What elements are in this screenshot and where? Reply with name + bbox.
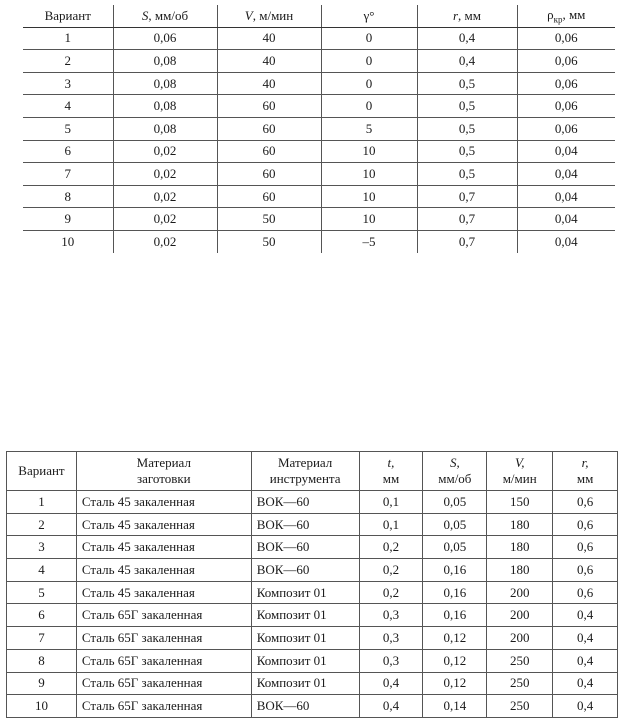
table-cell: 0,5 (417, 95, 517, 118)
table-cell: 0,1 (359, 491, 423, 514)
table-cell: 0 (321, 95, 417, 118)
table-cell: 4 (7, 559, 77, 582)
table-row (7, 559, 618, 582)
table-row (23, 95, 615, 118)
table-cell: 7 (23, 163, 113, 186)
table-cell: Сталь 45 закаленная (76, 559, 251, 582)
table-row (23, 208, 615, 231)
table-cell: 40 (217, 50, 321, 73)
table-cell: Сталь 65Г закаленная (76, 604, 251, 627)
table-cell: 250 (487, 695, 553, 718)
table-cell: 0,04 (517, 140, 615, 163)
table-cell: Сталь 65Г закаленная (76, 695, 251, 718)
table-cell: Композит 01 (251, 604, 359, 627)
table-cell: 0,08 (113, 72, 217, 95)
table-cell: 0,5 (417, 163, 517, 186)
table-cell: 0,2 (359, 536, 423, 559)
table-cell: 1 (23, 27, 113, 50)
table-cell: 1 (7, 491, 77, 514)
table-cell: 60 (217, 140, 321, 163)
table-cell: 10 (321, 208, 417, 231)
table-row (7, 649, 618, 672)
table-cell: 3 (7, 536, 77, 559)
table-cell: 0,4 (417, 27, 517, 50)
header-variant: Вариант (23, 5, 113, 27)
table-cell: 0,12 (423, 649, 487, 672)
header-variant: Вариант (7, 452, 77, 491)
table-cell: 0,06 (517, 117, 615, 140)
table-cell: 0,6 (553, 491, 618, 514)
table-cell: 0,05 (423, 513, 487, 536)
table-cell: 0 (321, 50, 417, 73)
table-cell: 0,08 (113, 95, 217, 118)
table-row (23, 50, 615, 73)
table-cell: 4 (23, 95, 113, 118)
table-cell: 0,08 (113, 50, 217, 73)
table-cell: 9 (7, 672, 77, 695)
table-cell: 0,7 (417, 208, 517, 231)
table-row (23, 72, 615, 95)
table-cell: Сталь 65Г закаленная (76, 627, 251, 650)
table-row (7, 581, 618, 604)
table-cell: 0,6 (553, 536, 618, 559)
header-rake-angle: γ° (321, 5, 417, 27)
header-speed: V, м/мин (487, 452, 553, 491)
header-blank-material: Материал заготовки (76, 452, 251, 491)
table-cell: Сталь 45 закаленная (76, 513, 251, 536)
table-cell: 50 (217, 208, 321, 231)
table-cell: 0,4 (553, 649, 618, 672)
table-cell: 250 (487, 649, 553, 672)
table-row (7, 491, 618, 514)
header-radius: r, мм (553, 452, 618, 491)
table-cell: 2 (7, 513, 77, 536)
table-cell: 200 (487, 627, 553, 650)
table-cell: 8 (7, 649, 77, 672)
table-cell: Композит 01 (251, 672, 359, 695)
table-cell: 60 (217, 163, 321, 186)
table-cell: 0,3 (359, 604, 423, 627)
table-cell: 0,2 (359, 559, 423, 582)
table-cell: ВОК—60 (251, 695, 359, 718)
table-cell: 60 (217, 95, 321, 118)
table-cell: 0,16 (423, 604, 487, 627)
table-cell: 0,06 (113, 27, 217, 50)
table-cell: Композит 01 (251, 581, 359, 604)
table-cell: 5 (23, 117, 113, 140)
table-cell: 0,6 (553, 559, 618, 582)
table-row (23, 27, 615, 50)
table-cell: 10 (321, 185, 417, 208)
table-row (23, 163, 615, 186)
table-cell: 0,02 (113, 208, 217, 231)
table-cell: 0,12 (423, 672, 487, 695)
table-cell: 10 (321, 140, 417, 163)
table-cell: 180 (487, 513, 553, 536)
table-cell: 40 (217, 27, 321, 50)
table-cell: 0,4 (553, 604, 618, 627)
table-cell: –5 (321, 230, 417, 252)
table-cell: 0,4 (553, 672, 618, 695)
table-cell: 0,4 (359, 695, 423, 718)
table-cell: 0,5 (417, 140, 517, 163)
cutting-modes-table-1 (23, 5, 615, 253)
table-cell: ВОК—60 (251, 513, 359, 536)
table-cell: 0,16 (423, 559, 487, 582)
table-cell: 0,4 (553, 695, 618, 718)
table-cell: 180 (487, 536, 553, 559)
table-cell: 8 (23, 185, 113, 208)
table-cell: 10 (7, 695, 77, 718)
table-header-row (23, 5, 615, 27)
table-cell: Композит 01 (251, 627, 359, 650)
table-cell: 180 (487, 559, 553, 582)
table-cell: 3 (23, 72, 113, 95)
table-cell: 0,02 (113, 140, 217, 163)
table-row (7, 695, 618, 718)
table-cell: 0,5 (417, 72, 517, 95)
header-depth: t, мм (359, 452, 423, 491)
table-cell: 0,05 (423, 491, 487, 514)
table-cell: 0,02 (113, 230, 217, 252)
table-cell: 0,08 (113, 117, 217, 140)
table-cell: Композит 01 (251, 649, 359, 672)
table-cell: 5 (321, 117, 417, 140)
table-cell: 250 (487, 672, 553, 695)
table-cell: Сталь 45 закаленная (76, 581, 251, 604)
table-cell: 0,02 (113, 163, 217, 186)
table-cell: 0,7 (417, 230, 517, 252)
table-cell: 0 (321, 72, 417, 95)
table-cell: 6 (7, 604, 77, 627)
table-row (7, 513, 618, 536)
table-cell: 9 (23, 208, 113, 231)
table-cell: 50 (217, 230, 321, 252)
table-cell: 200 (487, 604, 553, 627)
table-cell: 0,3 (359, 627, 423, 650)
table-cell: 0,14 (423, 695, 487, 718)
table-cell: 200 (487, 581, 553, 604)
table-cell: 0,04 (517, 163, 615, 186)
table-cell: 10 (321, 163, 417, 186)
table-cell: 0,06 (517, 27, 615, 50)
table-cell: 0,12 (423, 627, 487, 650)
table-cell: ВОК—60 (251, 536, 359, 559)
table-row (23, 230, 615, 252)
table-cell: 150 (487, 491, 553, 514)
table-cell: 0,4 (359, 672, 423, 695)
table-row (7, 627, 618, 650)
table-cell: 0,04 (517, 208, 615, 231)
header-radius: r, мм (417, 5, 517, 27)
table-cell: Сталь 65Г закаленная (76, 649, 251, 672)
table-cell: 0,04 (554, 233, 578, 249)
table-cell: ВОК—60 (251, 559, 359, 582)
table-row (23, 117, 615, 140)
table-cell: 2 (23, 50, 113, 73)
table-cell: 0,6 (553, 581, 618, 604)
table-cell: 0,06 (517, 95, 615, 118)
table-cell: 60 (217, 117, 321, 140)
header-tool-material: Материал инструмента (251, 452, 359, 491)
table-cell: 0,7 (417, 185, 517, 208)
header-feed: S, мм/об (113, 5, 217, 27)
table-cell: 0,02 (113, 185, 217, 208)
table-cell: Сталь 45 закаленная (76, 536, 251, 559)
table-cell: 0,3 (359, 649, 423, 672)
header-feed: S, мм/об (423, 452, 487, 491)
table-cell: 0,06 (517, 72, 615, 95)
table-cell: 6 (23, 140, 113, 163)
table-row (7, 536, 618, 559)
table-cell: 60 (217, 185, 321, 208)
table-cell: 0,06 (517, 50, 615, 73)
header-edge-radius: $\rho_{кр}$, мм (517, 5, 615, 27)
table-cell: 0,16 (423, 581, 487, 604)
table-cell: Сталь 45 закаленная (76, 491, 251, 514)
table-cell: 7 (7, 627, 77, 650)
table-cell: Сталь 65Г закаленная (76, 672, 251, 695)
table-header-row (7, 452, 618, 491)
table-cell: 0,4 (553, 627, 618, 650)
cutting-modes-table-2 (6, 451, 618, 718)
table-cell: 0,05 (423, 536, 487, 559)
table-cell: 0,6 (553, 513, 618, 536)
table-cell: 40 (217, 72, 321, 95)
table-cell: ВОК—60 (251, 491, 359, 514)
table-row (7, 672, 618, 695)
table-cell: 0,5 (417, 117, 517, 140)
table-cell: 0,4 (417, 50, 517, 73)
table-cell: 0,1 (359, 513, 423, 536)
table-row (7, 604, 618, 627)
table-row (23, 140, 615, 163)
header-speed: V, м/мин (217, 5, 321, 27)
table-row (23, 185, 615, 208)
table-cell: 10 (23, 230, 113, 252)
table-cell: 0,04 (517, 185, 615, 208)
table-cell: 0,2 (359, 581, 423, 604)
table-cell: 0 (321, 27, 417, 50)
table-cell: 5 (7, 581, 77, 604)
